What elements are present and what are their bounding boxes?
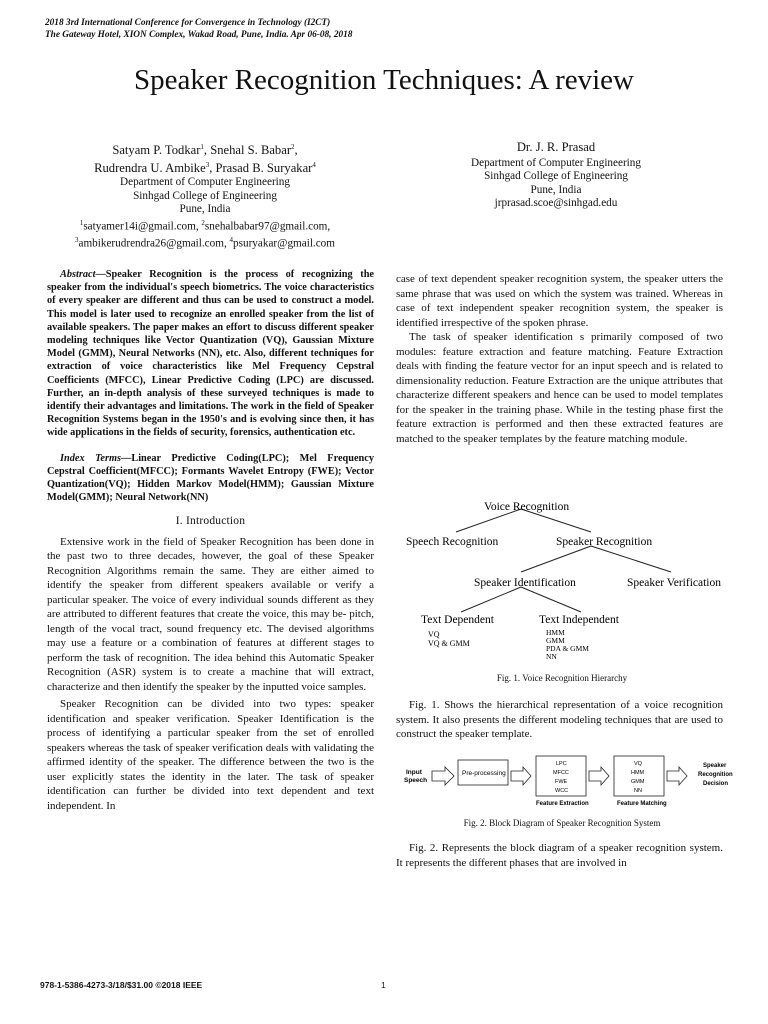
fm-item: VQ xyxy=(634,761,642,767)
author-emails-line-2: $^3$ambikerudrendra26@gmail.com, $^4$psuryakar@gmail.com xyxy=(75,235,335,250)
dep-item: VQ & GMM xyxy=(428,639,470,648)
figure-1-caption: Fig. 1. Voice Recognition Hierarchy xyxy=(496,673,628,683)
author-name-prasad: Dr. J. R. Prasad xyxy=(516,140,596,154)
arrow-4 xyxy=(667,767,687,785)
node-text-independent: Text Independent xyxy=(539,614,619,626)
indep-item: PDA & GMM xyxy=(546,644,589,653)
left-column xyxy=(47,268,374,813)
figure-2-caption: Fig. 2. Block Diagram of Speaker Recognition System xyxy=(463,818,661,828)
fm-item: NN xyxy=(634,788,642,794)
author-department: Department of Computer Engineering xyxy=(120,176,290,189)
node-speech-recognition: Speech Recognition xyxy=(406,536,499,548)
author-email: jrprasad.scoe@sinhgad.edu xyxy=(494,197,618,210)
paper-title: Speaker Recognition Techniques: A review xyxy=(134,64,634,96)
input-speech-label: Input xyxy=(406,769,422,776)
author-block-left xyxy=(40,140,370,251)
fe-item: WCC xyxy=(555,788,569,794)
node-speaker-verification: Speaker Verification xyxy=(627,577,721,589)
right-paragraph-3: Fig. 1. Shows the hierarchical representation of a voice recognition system. It also presents the different modeling techniques that are used to construct the speaker template. xyxy=(396,699,723,740)
footer-isbn: 978-1-5386-4273-3/18/$31.00 ©2018 IEEE xyxy=(40,980,203,990)
fm-item: GMM xyxy=(631,779,645,785)
figure-1-hierarchy xyxy=(396,494,728,666)
indep-item: GMM xyxy=(546,636,565,645)
right-column-bottom xyxy=(396,841,723,870)
index-terms: Index Terms—Linear Predictive Coding(LPC); Mel Frequency Cepstral Coefficient(MFCC); Formants Wavelet Entropy (FWE); Vector Quantization(VQ); Hidden Markov Model(HMM); Gaussian Mixture Model(GMM); Neural Network(NN) xyxy=(47,452,374,504)
author-city: Pune, India xyxy=(179,203,231,216)
intro-paragraph-1: Extensive work in the field of Speaker Recognition has been done in the past two to three decades, however, the goal of these Speaker Recognition Algorithms remain the same. They are either aimed to identify the speaker from different speakers available or verify a particular speaker. The voice of every individual sounds different as they are attributed to different features that create the voice, this may be- pitch, length of the vocal tract, sound frequency etc. The devised algorithms may use a feature or a combination of features at different stages to perform the task of recognition. The idea behind this Automatic Speaker Recognition (ASR) system is to create a machine that will extract, characterize and then identify the speaker by the inputted voice samples. xyxy=(47,535,374,693)
node-speaker-recognition: Speaker Recognition xyxy=(556,536,653,548)
node-voice-recognition: Voice Recognition xyxy=(484,501,570,513)
arrow-2 xyxy=(511,767,531,785)
author-department: Department of Computer Engineering xyxy=(471,157,641,169)
author-emails-line-1: $^1$satyamer14i@gmail.com, $^2$snehalbabar97@gmail.com, xyxy=(79,218,331,233)
figure-2-block-diagram xyxy=(398,752,738,812)
fe-item: FWE xyxy=(555,779,568,785)
abstract: Abstract—Speaker Recognition is the process of recognizing the speaker from the individual's speech biometrics. The voice characteristics of every speaker are different and thus can be used to construct a model. This model is later used to recognize an enrolled speaker from the list of available speakers. The paper makes an effort to discuss different speaker modeling techniques like Vector Quantization (VQ), Gaussian Mixture Model (GMM), Neural Networks (NN), etc. Also, different techniques for extraction of voice characteristics like Mel Frequency Cepstral Coefficients (MFCC), Linear Predictive Coding (LPC) are discussed. Further, an in-depth analysis of these surveyed techniques is made to identify their advantages and limitations. The work in the field of Speaker Recognition Systems began in the 1950's and is evolving since then, it has wide applications in the fields of security, forensics, authentication etc. xyxy=(47,269,374,439)
fe-item: MFCC xyxy=(553,770,569,776)
preprocessing-label: Pre-processing xyxy=(462,770,506,777)
conference-header-line-2: The Gateway Hotel, XION Complex, Wakad Road, Pune, India. Apr 06-08, 2018 xyxy=(45,30,353,40)
right-paragraph-2: The task of speaker identification s primarily composed of two modules: feature extraction and feature matching. Feature Extraction deals with finding the feature vector for an input speech and is related to dimensionality reduction. Feature Extraction are the unique attributes that characterize different speakers and hence can be used to model templates for the speaker in the training phase. While in the testing phase first the feature extraction is performed and then these extracted features are matched to the speaker templates by the feature matching module. xyxy=(396,331,723,445)
arrow-3 xyxy=(589,767,609,785)
author-block-right xyxy=(390,140,722,211)
feature-extraction-label: Feature Extraction xyxy=(536,801,589,807)
author-names-line-2: Rudrendra U. Ambike$^3$, Prasad B. Suryakar$^4$ xyxy=(94,161,316,176)
right-column-top xyxy=(396,272,723,446)
output-label: Decision xyxy=(703,781,729,787)
intro-paragraph-2: Speaker Recognition can be divided into two types: speaker identification and speaker verification. Speaker Identification is the process of identifying a particular speaker from the set of enrolled speakers whereas the task of speaker verification deals with validating the affirmed identity of the speaker. The difference between the two is the user explicitly states the identity in the later. The task of speaker identification can further be divided into text dependent and text independent. In xyxy=(47,698,374,812)
input-speech-label: Speech xyxy=(404,777,428,784)
author-college: Sinhgad College of Engineering xyxy=(133,189,277,202)
output-label: Speaker xyxy=(703,763,727,769)
author-college: Sinhgad College of Engineering xyxy=(484,170,628,183)
node-text-dependent: Text Dependent xyxy=(421,614,494,626)
author-names-line-1: Satyam P. Todkar$^1$, Snehal S. Babar$^2$, xyxy=(112,143,298,158)
page-number: 1 xyxy=(381,980,386,990)
fe-item: LPC xyxy=(556,761,567,767)
right-column-middle xyxy=(396,698,723,742)
node-speaker-identification: Speaker Identification xyxy=(474,577,576,589)
dep-item: VQ xyxy=(428,630,440,639)
feature-matching-label: Feature Matching xyxy=(617,801,667,807)
output-label: Recognition xyxy=(698,772,733,778)
section-heading-introduction: I. Introduction xyxy=(175,515,246,528)
arrow-1 xyxy=(432,767,454,785)
fm-item: HMM xyxy=(631,770,645,776)
conference-header-line-1: 2018 3rd International Conference for Convergence in Technology (I2CT) xyxy=(45,18,331,28)
indep-item: HMM xyxy=(546,628,565,637)
author-city: Pune, India xyxy=(530,183,582,196)
right-paragraph-1: case of text dependent speaker recognition system, the speaker utters the same phrase that was used on which the system was trained. Whereas in case of text independent speaker recognition system, the speaker is identified irrespective of the spoken phrase. xyxy=(396,273,723,329)
indep-item: NN xyxy=(546,652,557,661)
right-paragraph-4: Fig. 2. Represents the block diagram of a speaker recognition system. It represents the different phases that are involved in xyxy=(396,842,723,869)
